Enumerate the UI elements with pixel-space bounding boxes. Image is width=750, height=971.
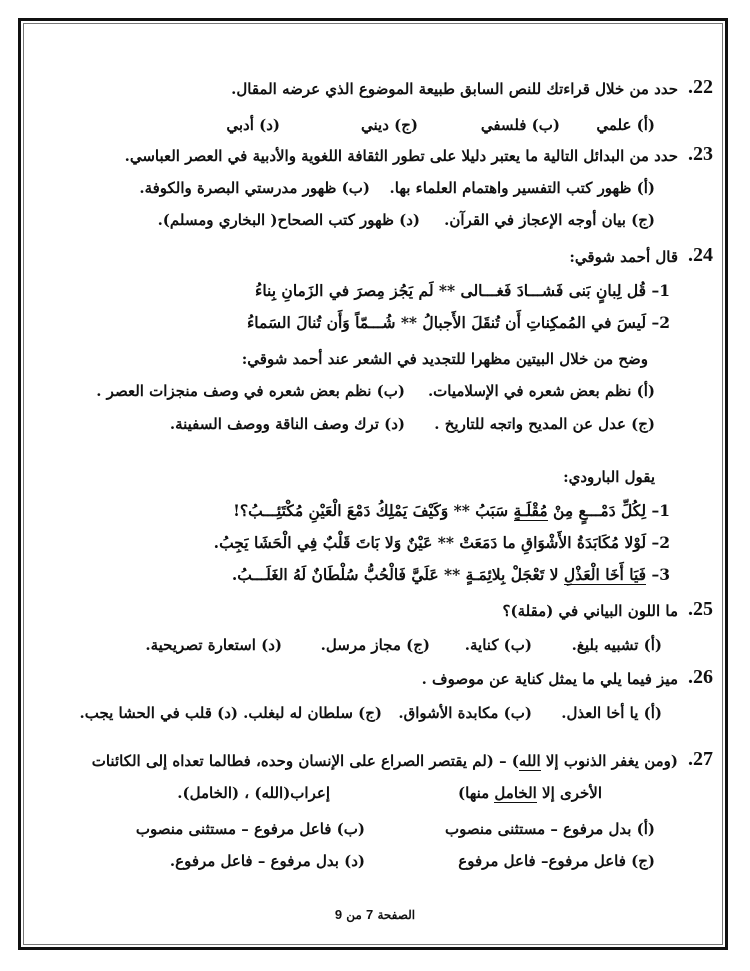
- barudi-verse-3: [232, 564, 670, 586]
- verse-3-part-1: 3–: [646, 565, 670, 584]
- q23-option-c: (ج) بيان أوجه الإعجاز في القرآن.: [444, 211, 655, 229]
- footer-total-pages: 9: [334, 907, 343, 922]
- footer-label: الصفحة: [377, 908, 416, 922]
- q24-option-c: (ج) عدل عن المديح واتجه للتاريخ .: [434, 415, 655, 433]
- q25-option-c: (ج) مجاز مرسل.: [320, 636, 430, 654]
- q26-option-d: (د) قلب في الحشا يجب.: [79, 704, 238, 722]
- q26-option-b: (ب) مكابدة الأشواق.: [398, 704, 532, 722]
- page-footer: [0, 907, 750, 922]
- verse-1-part-1: 1– لِكُلِّ دَمْـــعٍ مِنْ: [547, 501, 670, 520]
- question-24-number: .24: [688, 244, 713, 266]
- barudi-verse-2: 2– لَوْلا مُكَابَدَةُ الأَشْوَاقِ ما دَمَعَتْ ** عَيْنٌ وَلا بَاتَ قَلْبٌ فِي الْحَشَا يَجِبُ.: [213, 533, 670, 552]
- q22-option-a: (أ) علمي: [596, 116, 655, 134]
- underlined-word-khamil: الخامل: [494, 784, 537, 802]
- q27-option-d: (د) بدل مرفوع – فاعل مرفوع.: [169, 852, 365, 870]
- q27-option-c: (ج) فاعل مرفوع– فاعل مرفوع: [458, 852, 655, 870]
- question-25-text: ما اللون البياني في (مقلة)؟: [502, 602, 678, 620]
- question-23-text: حدد من البدائل التالية ما يعتبر دليلا على تطور الثقافة اللغوية والأدبية في العصر العباسي.: [124, 147, 678, 165]
- q24-option-a: (أ) نظم بعض شعره في الإسلاميات.: [427, 382, 655, 400]
- question-27-line-1: [92, 750, 678, 772]
- q23-option-a: (أ) ظهور كتب التفسير واهتمام العلماء بها.: [389, 179, 655, 197]
- footer-current-page: 7: [366, 907, 374, 922]
- q23-option-b: (ب) ظهور مدرستي البصرة والكوفة.: [139, 179, 370, 197]
- underlined-word-muqla: مُقْلَـةٍ: [513, 501, 548, 520]
- question-26-number: .26: [688, 666, 713, 688]
- question-26-text: ميز فيما يلي ما يمثل كناية عن موصوف .: [421, 670, 678, 688]
- verse-3-part-2: لا تَعْجَلْ بِلائِمَـةٍ ** عَلَيَّ فَالْحُبُّ سُلْطَانٌ لَهُ الغَلَـــبُ.: [231, 565, 564, 584]
- q22-option-b: (ب) فلسفي: [480, 116, 560, 134]
- underlined-word-allah: الله: [518, 752, 541, 770]
- question-27-number: .27: [688, 748, 713, 770]
- q27-line2-part-1: الأخرى إلا: [536, 784, 602, 802]
- q26-option-c: (ج) سلطان له لبغلب.: [243, 704, 382, 722]
- q27-line1-part-2: ) – (لم يقتصر الصراع على الإنسان وحده، فطالما تعداه إلى الكائنات: [91, 752, 519, 770]
- question-27-line-2: [458, 782, 602, 804]
- underlined-phrase-akha-aladhl: فَيَا أَخَا الْعَذْلِ: [563, 565, 647, 584]
- verse-1-part-2: سَبَبُ ** وَكَيْفَ يَمْلِكُ دَمْعَ الْعَيْنِ مُكْتَئِـــبُ؟!: [233, 501, 514, 520]
- barudi-verse-1: [233, 500, 670, 522]
- shawqi-verse-2: 2– لَيسَ في المُمكِناتِ أَن تُنقَلَ الأَجبالُ ** شُـــمّاً وَأَن تُنالَ السَماءُ: [246, 313, 670, 332]
- footer-of: من: [346, 908, 362, 922]
- question-22-text: حدد من خلال قراءتك للنص السابق طبيعة الموضوع الذي عرضه المقال.: [231, 80, 678, 98]
- question-27-instruction: إعراب(الله) ، (الخامل).: [177, 784, 330, 802]
- question-22-number: .22: [688, 76, 713, 98]
- q22-option-d: (د) أدبي: [226, 116, 280, 134]
- q25-option-d: (د) استعارة تصريحية.: [145, 636, 282, 654]
- q24-option-b: (ب) نظم بعض شعره في وصف منجزات العصر .: [96, 382, 405, 400]
- q25-option-a: (أ) تشبيه بليغ.: [571, 636, 662, 654]
- q24-option-d: (د) ترك وصف الناقة ووصف السفينة.: [169, 415, 405, 433]
- q27-option-b: (ب) فاعل مرفوع – مستثنى منصوب: [135, 820, 365, 838]
- q22-option-c: (ج) ديني: [361, 116, 418, 134]
- q27-line1-part-1: (ومن يغفر الذنوب إلا: [540, 752, 678, 770]
- question-25-number: .25: [688, 598, 713, 620]
- shawqi-verse-1: 1– قُل لِبانٍ بَنى فَشـــادَ فَغـــالى ** لَم يَجُز مِصرَ في الزَمانِ بِناءُ: [255, 281, 670, 300]
- q26-option-a: (أ) يا أخا العذل.: [561, 704, 662, 722]
- question-23-number: .23: [688, 143, 713, 165]
- q23-option-d: (د) ظهور كتب الصحاح( البخاري ومسلم).: [157, 211, 420, 229]
- q27-line2-part-2: منها): [458, 784, 495, 802]
- q25-option-b: (ب) كناية.: [464, 636, 532, 654]
- barudi-intro: يقول البارودي:: [563, 468, 655, 486]
- q27-option-a: (أ) بدل مرفوع – مستثنى منصوب: [444, 820, 655, 838]
- question-24-text: قال أحمد شوقي:: [569, 248, 678, 266]
- question-24-prompt: وضح من خلال البيتين مظهرا للتجديد في الشعر عند أحمد شوقي:: [241, 350, 648, 368]
